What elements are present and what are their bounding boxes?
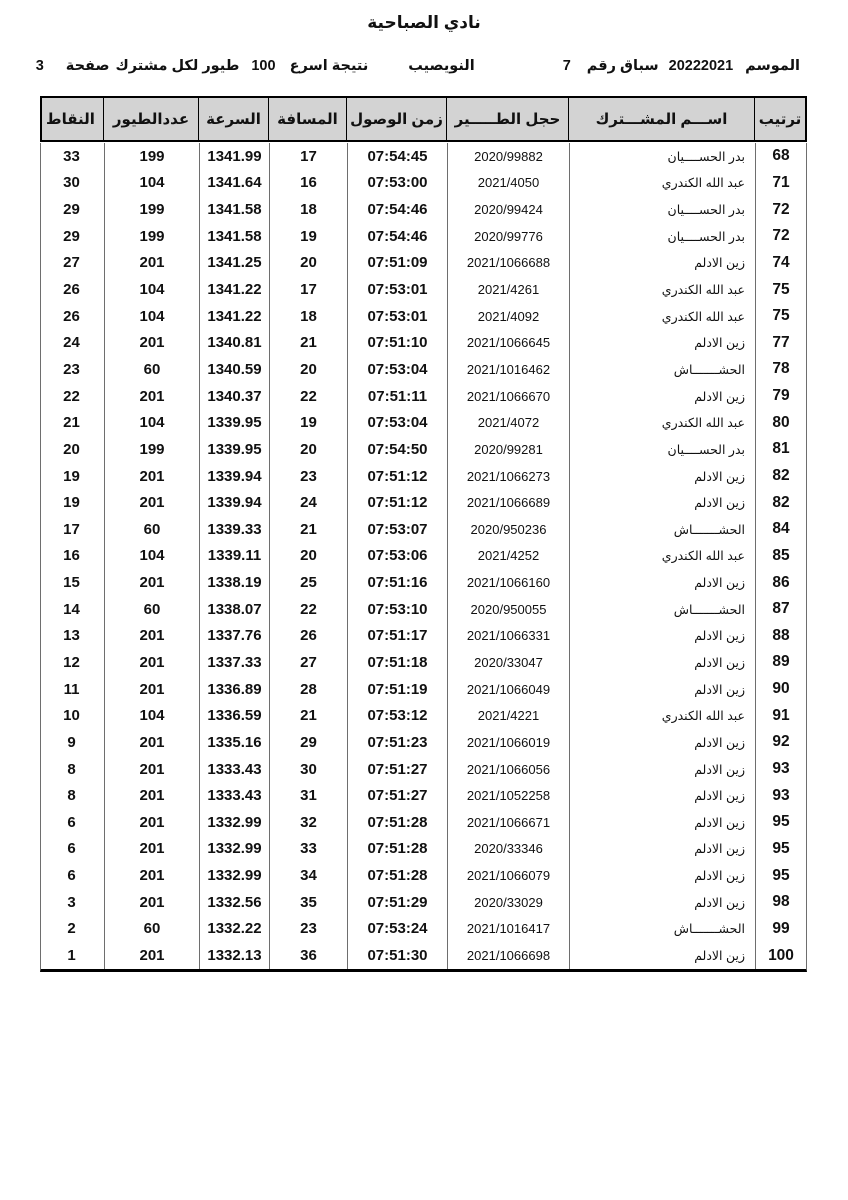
- cell-points: 27: [63, 254, 80, 272]
- cell-rank: 84: [755, 516, 806, 543]
- race-location: النويصيب: [408, 58, 475, 74]
- cell-distance: 36: [269, 942, 347, 969]
- cell-time: 07:51:27: [347, 756, 447, 783]
- cell-distance: 22: [269, 596, 347, 623]
- cell-time: 07:53:24: [347, 916, 447, 943]
- cell-name: زين الادلم: [569, 756, 755, 783]
- cell-rank: 92: [755, 729, 806, 756]
- cell-time: 07:53:10: [347, 596, 447, 623]
- cell-ring: 2021/4252: [447, 543, 569, 570]
- cell-pigeons: 201: [104, 383, 199, 410]
- cell-rank: 74: [755, 250, 806, 277]
- results-table-body: [40, 143, 807, 972]
- cell-speed: 1341.58: [199, 223, 269, 250]
- cell-name: زين الادلم: [569, 809, 755, 836]
- cell-name: زين الادلم: [569, 676, 755, 703]
- cell-ring: 2020/99424: [447, 196, 569, 223]
- cell-name: بدر الحســــيان: [569, 196, 755, 223]
- cell-speed: 1340.59: [199, 356, 269, 383]
- cell-ring: 2021/1066019: [447, 729, 569, 756]
- cell-name: عبد الله الكندري: [569, 303, 755, 330]
- cell-distance: 20: [269, 250, 347, 277]
- cell-speed: 1341.58: [199, 196, 269, 223]
- race-info-line: [36, 58, 800, 74]
- cell-ring: 2021/1066688: [447, 250, 569, 277]
- cell-ring: 2020/33346: [447, 836, 569, 863]
- cell-rank: 77: [755, 329, 806, 356]
- cell-ring: 2021/1016462: [447, 356, 569, 383]
- cell-pigeons: 201: [104, 489, 199, 516]
- cell-time: 07:51:23: [347, 729, 447, 756]
- cell-ring: 2021/1066689: [447, 489, 569, 516]
- cell-speed: 1336.59: [199, 702, 269, 729]
- cell-pigeons: 201: [104, 649, 199, 676]
- cell-ring: 2020/950055: [447, 596, 569, 623]
- cell-rank: 81: [755, 436, 806, 463]
- cell-ring: 2020/950236: [447, 516, 569, 543]
- cell-speed: 1333.43: [199, 756, 269, 783]
- cell-points: 26: [63, 281, 80, 299]
- cell-name: عبد الله الكندري: [569, 543, 755, 570]
- cell-time: 07:53:04: [347, 356, 447, 383]
- cell-pigeons: 104: [104, 409, 199, 436]
- cell-name: زين الادلم: [569, 250, 755, 277]
- cell-ring: 2021/4050: [447, 170, 569, 197]
- header-cell-speed: السرعة: [198, 98, 268, 140]
- cell-time: 07:51:11: [347, 383, 447, 410]
- cell-time: 07:51:28: [347, 809, 447, 836]
- cell-ring: 2020/33047: [447, 649, 569, 676]
- page-label: صفحة: [65, 58, 110, 74]
- cell-rank: 82: [755, 463, 806, 490]
- cell-speed: 1338.07: [199, 596, 269, 623]
- cell-speed: 1339.94: [199, 489, 269, 516]
- cell-rank: 90: [755, 676, 806, 703]
- cell-points: 23: [63, 360, 80, 378]
- cell-pigeons: 201: [104, 329, 199, 356]
- cell-rank: 100: [755, 942, 806, 969]
- cell-points: 13: [63, 627, 80, 645]
- cell-time: 07:51:28: [347, 862, 447, 889]
- results-table: [40, 96, 807, 972]
- cell-pigeons: 201: [104, 836, 199, 863]
- cell-ring: 2020/99281: [447, 436, 569, 463]
- cell-distance: 18: [269, 196, 347, 223]
- cell-time: 07:53:01: [347, 303, 447, 330]
- cell-ring: 2021/1066331: [447, 623, 569, 650]
- cell-pigeons: 104: [104, 276, 199, 303]
- cell-speed: 1340.37: [199, 383, 269, 410]
- cell-name: عبد الله الكندري: [569, 170, 755, 197]
- cell-distance: 30: [269, 756, 347, 783]
- cell-rank: 75: [755, 303, 806, 330]
- cell-speed: 1332.99: [199, 862, 269, 889]
- cell-distance: 35: [269, 889, 347, 916]
- cell-rank: 85: [755, 543, 806, 570]
- cell-pigeons: 201: [104, 889, 199, 916]
- cell-time: 07:51:30: [347, 942, 447, 969]
- cell-rank: 91: [755, 702, 806, 729]
- cell-rank: 79: [755, 383, 806, 410]
- cell-name: بدر الحســــيان: [569, 436, 755, 463]
- cell-points: 29: [63, 227, 80, 245]
- cell-time: 07:51:29: [347, 889, 447, 916]
- cell-points: 10: [63, 707, 80, 725]
- season-value: 20222021: [668, 58, 734, 74]
- cell-points: 6: [67, 867, 76, 885]
- cell-points: 30: [63, 174, 80, 192]
- cell-speed: 1341.22: [199, 276, 269, 303]
- result-type-label: نتيجة اسرع: [289, 58, 369, 74]
- cell-time: 07:51:09: [347, 250, 447, 277]
- cell-distance: 23: [269, 463, 347, 490]
- cell-distance: 29: [269, 729, 347, 756]
- cell-speed: 1337.33: [199, 649, 269, 676]
- cell-points: 11: [63, 680, 80, 698]
- cell-speed: 1339.33: [199, 516, 269, 543]
- cell-ring: 2021/1052258: [447, 782, 569, 809]
- cell-speed: 1339.11: [199, 543, 269, 570]
- cell-speed: 1337.76: [199, 623, 269, 650]
- cell-name: زين الادلم: [569, 862, 755, 889]
- cell-name: عبد الله الكندري: [569, 276, 755, 303]
- cell-distance: 22: [269, 383, 347, 410]
- cell-time: 07:53:07: [347, 516, 447, 543]
- header-cell-rank: ترتيب: [754, 98, 805, 140]
- cell-points: 19: [63, 494, 80, 512]
- cell-distance: 33: [269, 836, 347, 863]
- cell-ring: 2021/4072: [447, 409, 569, 436]
- cell-points: 3: [67, 893, 76, 911]
- header-cell-distance: المسافة: [268, 98, 346, 140]
- cell-rank: 88: [755, 623, 806, 650]
- cell-rank: 99: [755, 916, 806, 943]
- cell-points: 6: [67, 813, 76, 831]
- cell-points: 33: [63, 147, 80, 165]
- cell-ring: 2021/1066670: [447, 383, 569, 410]
- cell-distance: 23: [269, 916, 347, 943]
- season-label: الموسم: [745, 58, 800, 74]
- cell-name: زين الادلم: [569, 729, 755, 756]
- cell-ring: 2021/1016417: [447, 916, 569, 943]
- cell-points: 21: [63, 414, 80, 432]
- cell-time: 07:54:46: [347, 223, 447, 250]
- cell-points: 20: [63, 440, 80, 458]
- cell-speed: 1341.99: [199, 143, 269, 170]
- cell-rank: 95: [755, 862, 806, 889]
- cell-speed: 1332.22: [199, 916, 269, 943]
- cell-ring: 2021/1066056: [447, 756, 569, 783]
- cell-rank: 86: [755, 569, 806, 596]
- cell-time: 07:51:18: [347, 649, 447, 676]
- cell-name: الحشـــــــاش: [569, 916, 755, 943]
- cell-points: 16: [63, 547, 80, 565]
- cell-pigeons: 201: [104, 729, 199, 756]
- cell-ring: 2021/1066049: [447, 676, 569, 703]
- cell-points: 6: [67, 840, 76, 858]
- cell-time: 07:51:12: [347, 489, 447, 516]
- cell-speed: 1332.99: [199, 836, 269, 863]
- cell-distance: 21: [269, 329, 347, 356]
- cell-time: 07:51:19: [347, 676, 447, 703]
- cell-ring: 2021/1066671: [447, 809, 569, 836]
- cell-distance: 17: [269, 143, 347, 170]
- cell-pigeons: 201: [104, 250, 199, 277]
- cell-ring: 2021/4261: [447, 276, 569, 303]
- cell-distance: 20: [269, 543, 347, 570]
- cell-rank: 93: [755, 756, 806, 783]
- cell-time: 07:53:01: [347, 276, 447, 303]
- cell-points: 15: [63, 574, 80, 592]
- cell-pigeons: 201: [104, 463, 199, 490]
- cell-pigeons: 60: [104, 516, 199, 543]
- cell-distance: 20: [269, 356, 347, 383]
- cell-rank: 72: [755, 196, 806, 223]
- cell-speed: 1339.95: [199, 436, 269, 463]
- cell-pigeons: 104: [104, 170, 199, 197]
- header-cell-ring: حجل الطـــــير: [446, 98, 568, 140]
- cell-name: عبد الله الكندري: [569, 702, 755, 729]
- cell-pigeons: 60: [104, 916, 199, 943]
- cell-time: 07:51:12: [347, 463, 447, 490]
- cell-points: 17: [63, 520, 80, 538]
- cell-time: 07:53:06: [347, 543, 447, 570]
- cell-rank: 75: [755, 276, 806, 303]
- cell-rank: 98: [755, 889, 806, 916]
- cell-points: 24: [63, 334, 80, 352]
- cell-time: 07:53:00: [347, 170, 447, 197]
- cell-speed: 1333.43: [199, 782, 269, 809]
- cell-name: بدر الحســــيان: [569, 223, 755, 250]
- cell-pigeons: 201: [104, 862, 199, 889]
- cell-distance: 17: [269, 276, 347, 303]
- cell-distance: 31: [269, 782, 347, 809]
- cell-pigeons: 201: [104, 942, 199, 969]
- cell-distance: 24: [269, 489, 347, 516]
- header-cell-time: زمن الوصول: [346, 98, 446, 140]
- cell-points: 22: [63, 387, 80, 405]
- cell-name: زين الادلم: [569, 942, 755, 969]
- cell-speed: 1332.13: [199, 942, 269, 969]
- cell-pigeons: 201: [104, 569, 199, 596]
- cell-distance: 28: [269, 676, 347, 703]
- cell-name: الحشـــــــاش: [569, 516, 755, 543]
- cell-rank: 95: [755, 836, 806, 863]
- cell-distance: 21: [269, 702, 347, 729]
- cell-ring: 2021/4221: [447, 702, 569, 729]
- cell-points: 14: [63, 600, 80, 618]
- cell-distance: 19: [269, 223, 347, 250]
- cell-time: 07:54:45: [347, 143, 447, 170]
- cell-speed: 1339.94: [199, 463, 269, 490]
- cell-rank: 78: [755, 356, 806, 383]
- cell-points: 19: [63, 467, 80, 485]
- cell-speed: 1332.56: [199, 889, 269, 916]
- cell-pigeons: 60: [104, 356, 199, 383]
- cell-name: زين الادلم: [569, 463, 755, 490]
- cell-speed: 1335.16: [199, 729, 269, 756]
- cell-points: 29: [63, 201, 80, 219]
- cell-ring: 2021/1066273: [447, 463, 569, 490]
- cell-distance: 19: [269, 409, 347, 436]
- cell-time: 07:54:50: [347, 436, 447, 463]
- cell-pigeons: 104: [104, 702, 199, 729]
- cell-pigeons: 201: [104, 809, 199, 836]
- cell-ring: 2021/4092: [447, 303, 569, 330]
- cell-distance: 20: [269, 436, 347, 463]
- cell-name: زين الادلم: [569, 649, 755, 676]
- cell-ring: 2020/99882: [447, 143, 569, 170]
- cell-pigeons: 199: [104, 223, 199, 250]
- cell-pigeons: 201: [104, 676, 199, 703]
- cell-name: زين الادلم: [569, 489, 755, 516]
- cell-time: 07:53:12: [347, 702, 447, 729]
- cell-speed: 1340.81: [199, 329, 269, 356]
- cell-ring: 2021/1066645: [447, 329, 569, 356]
- cell-speed: 1339.95: [199, 409, 269, 436]
- cell-points: 8: [67, 760, 76, 778]
- cell-rank: 93: [755, 782, 806, 809]
- cell-name: زين الادلم: [569, 623, 755, 650]
- cell-name: زين الادلم: [569, 329, 755, 356]
- page-number-value: 3: [35, 58, 44, 74]
- cell-rank: 71: [755, 170, 806, 197]
- cell-distance: 25: [269, 569, 347, 596]
- header-cell-pigeons: عددالطيور: [103, 98, 198, 140]
- cell-distance: 16: [269, 170, 347, 197]
- cell-name: زين الادلم: [569, 889, 755, 916]
- cell-ring: 2021/1066698: [447, 942, 569, 969]
- cell-name: الحشـــــــاش: [569, 596, 755, 623]
- cell-distance: 18: [269, 303, 347, 330]
- cell-distance: 34: [269, 862, 347, 889]
- cell-ring: 2021/1066079: [447, 862, 569, 889]
- cell-rank: 95: [755, 809, 806, 836]
- cell-points: 8: [67, 787, 76, 805]
- per-participant-label: طيور لكل مشترك: [115, 58, 240, 74]
- cell-speed: 1336.89: [199, 676, 269, 703]
- cell-rank: 82: [755, 489, 806, 516]
- cell-name: عبد الله الكندري: [569, 409, 755, 436]
- cell-points: 2: [67, 920, 76, 938]
- fastest-count-value: 100: [251, 58, 276, 74]
- cell-time: 07:51:17: [347, 623, 447, 650]
- cell-ring: 2020/99776: [447, 223, 569, 250]
- cell-name: زين الادلم: [569, 569, 755, 596]
- cell-name: بدر الحســــيان: [569, 143, 755, 170]
- header-cell-points: النقاط: [46, 111, 95, 128]
- cell-rank: 80: [755, 409, 806, 436]
- club-title: نادي الصباحية: [367, 13, 481, 32]
- cell-pigeons: 201: [104, 623, 199, 650]
- cell-pigeons: 104: [104, 303, 199, 330]
- cell-time: 07:53:04: [347, 409, 447, 436]
- cell-distance: 26: [269, 623, 347, 650]
- cell-pigeons: 201: [104, 782, 199, 809]
- cell-pigeons: 199: [104, 143, 199, 170]
- cell-name: زين الادلم: [569, 836, 755, 863]
- cell-rank: 68: [755, 143, 806, 170]
- cell-distance: 32: [269, 809, 347, 836]
- cell-pigeons: 199: [104, 196, 199, 223]
- cell-pigeons: 104: [104, 543, 199, 570]
- cell-time: 07:51:27: [347, 782, 447, 809]
- cell-pigeons: 201: [104, 756, 199, 783]
- cell-time: 07:51:28: [347, 836, 447, 863]
- cell-points: 26: [63, 307, 80, 325]
- cell-points: 12: [63, 653, 80, 671]
- cell-distance: 27: [269, 649, 347, 676]
- cell-time: 07:54:46: [347, 196, 447, 223]
- cell-speed: 1341.25: [199, 250, 269, 277]
- cell-pigeons: 60: [104, 596, 199, 623]
- cell-speed: 1341.22: [199, 303, 269, 330]
- cell-ring: 2021/1066160: [447, 569, 569, 596]
- cell-name: زين الادلم: [569, 383, 755, 410]
- cell-points: 9: [67, 733, 76, 751]
- cell-rank: 89: [755, 649, 806, 676]
- race-number-label: سباق رقم: [586, 58, 659, 74]
- results-table-header: [40, 96, 807, 142]
- cell-time: 07:51:10: [347, 329, 447, 356]
- cell-speed: 1338.19: [199, 569, 269, 596]
- cell-rank: 87: [755, 596, 806, 623]
- cell-pigeons: 199: [104, 436, 199, 463]
- cell-points: 1: [67, 947, 76, 965]
- header-cell-name: اســـم المشـــترك: [568, 98, 754, 140]
- cell-name: زين الادلم: [569, 782, 755, 809]
- cell-time: 07:51:16: [347, 569, 447, 596]
- cell-speed: 1341.64: [199, 170, 269, 197]
- cell-ring: 2020/33029: [447, 889, 569, 916]
- cell-name: الحشـــــــاش: [569, 356, 755, 383]
- cell-rank: 72: [755, 223, 806, 250]
- cell-distance: 21: [269, 516, 347, 543]
- race-number-value: 7: [562, 58, 571, 74]
- cell-speed: 1332.99: [199, 809, 269, 836]
